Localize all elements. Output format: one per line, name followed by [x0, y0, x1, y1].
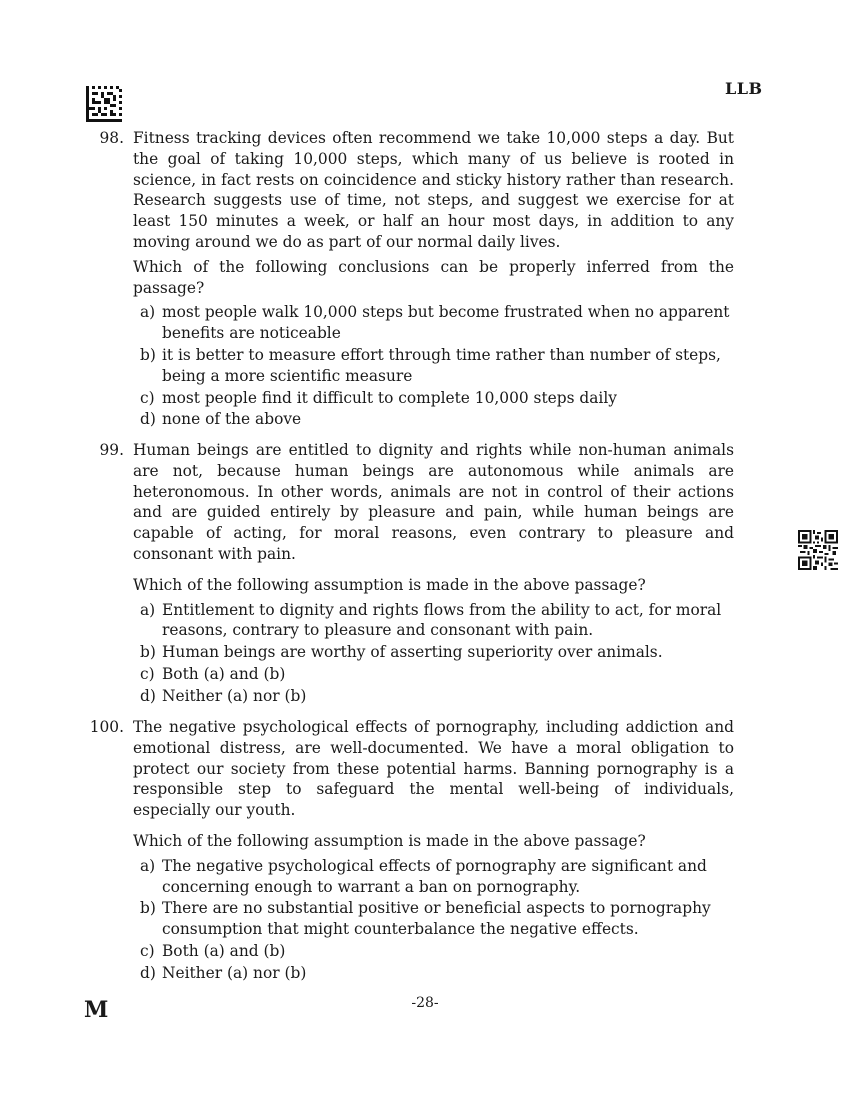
- answer-option-a: [140, 600, 734, 642]
- option-text: most people walk 10,000 steps but become frustrated when no apparent benefits are noticeable: [162, 303, 730, 343]
- option-letter: a): [140, 856, 156, 875]
- option-letter: d): [140, 410, 156, 429]
- answer-option-c: [140, 941, 734, 962]
- answer-option-d: [140, 686, 734, 707]
- option-text: The negative psychological effects of pornography are significant and concerning enough to warrant a ban on pornography.: [162, 856, 707, 896]
- question-passage: The negative psychological effects of pornography, including addiction and emotional distress, are well-documented. We have a moral obligation to protect our society from these potential harms. Banning pornography is a responsible step to safeguard the mental well-being of individuals, especially our youth.: [133, 718, 734, 820]
- datamatrix-code-icon: [86, 86, 122, 122]
- answer-option-b: [140, 898, 734, 940]
- option-text: There are no substantial positive or beneficial aspects to pornography consumption that might counterbalance the negative effects.: [162, 899, 711, 939]
- question-prompt: Which of the following assumption is made in the above passage?: [133, 575, 646, 594]
- option-text: it is better to measure effort through time rather than number of steps, being a more scientific measure: [162, 345, 721, 385]
- option-letter: c): [140, 664, 155, 683]
- option-text: Both (a) and (b): [162, 664, 286, 683]
- option-letter: a): [140, 303, 156, 322]
- question-99: [84, 440, 734, 708]
- question-100: [84, 717, 734, 985]
- answer-option-a: [140, 856, 734, 898]
- option-text: Neither (a) nor (b): [162, 686, 307, 705]
- option-text: Neither (a) nor (b): [162, 963, 307, 982]
- question-number: 98.: [99, 129, 124, 147]
- option-letter: c): [140, 388, 155, 407]
- paper-code-label: LLB: [725, 79, 763, 98]
- question-passage: Human beings are entitled to dignity and rights while non-human animals are not, because human beings are autonomous while animals are heteronomous. In other words, animals are not in control of their actions and are guided entirely by pleasure and pain, while human beings are capable of acting, for moral reasons, even contrary to pleasure and consonant with pain.: [133, 441, 734, 563]
- option-text: Entitlement to dignity and rights flows from the ability to act, for moral reasons, contrary to pleasure and consonant with pain.: [162, 600, 722, 640]
- option-letter: b): [140, 345, 156, 364]
- option-text: most people find it difficult to complete 10,000 steps daily: [162, 388, 617, 407]
- option-letter: c): [140, 941, 155, 960]
- question-prompt: Which of the following assumption is made in the above passage?: [133, 831, 646, 850]
- option-letter: d): [140, 686, 156, 705]
- option-letter: b): [140, 899, 156, 918]
- option-letter: d): [140, 963, 156, 982]
- option-text: Both (a) and (b): [162, 941, 286, 960]
- question-number: 100.: [89, 718, 124, 736]
- answer-option-b: [140, 642, 734, 663]
- answer-option-d: [140, 409, 734, 430]
- option-text: Human beings are worthy of asserting superiority over animals.: [162, 643, 663, 662]
- qr-code-icon: [798, 530, 838, 570]
- option-text: none of the above: [162, 410, 302, 429]
- answer-options: [133, 856, 734, 984]
- question-98: [84, 128, 734, 431]
- question-passage: Fitness tracking devices often recommend we take 10,000 steps a day. But the goal of taking 10,000 steps, which many of us believe is rooted in science, in fact rests on coincidence and sticky history rather than research. Research suggests use of time, not steps, and suggest we exercise for at least 150 minutes a week, or half an hour most days, in addition to any moving around we do as part of our normal daily lives.: [133, 129, 734, 251]
- answer-option-c: [140, 388, 734, 409]
- question-number: 99.: [99, 441, 124, 459]
- answer-option-a: [140, 302, 734, 344]
- question-prompt: Which of the following conclusions can be properly inferred from the passage?: [133, 257, 734, 297]
- answer-option-c: [140, 664, 734, 685]
- answer-options: [133, 302, 734, 430]
- answer-option-b: [140, 345, 734, 387]
- series-code: M: [84, 997, 109, 1023]
- answer-option-d: [140, 963, 734, 984]
- page-number: -28-: [411, 995, 439, 1011]
- answer-options: [133, 600, 734, 707]
- option-letter: b): [140, 643, 156, 662]
- option-letter: a): [140, 600, 156, 619]
